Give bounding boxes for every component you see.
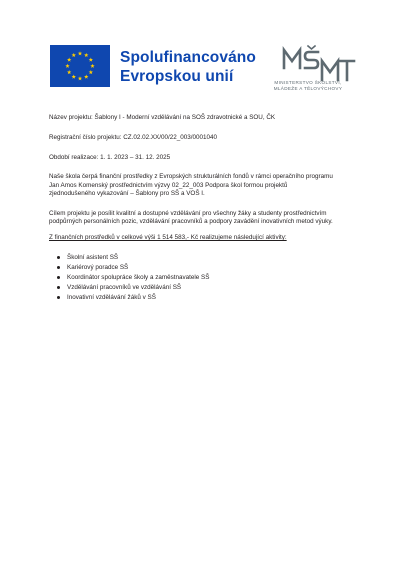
activity-label: Koordinátor spolupráce školy a zaměstnavatele SŠ [67, 273, 210, 281]
project-name: Název projektu: Šablony I - Moderní vzdělávání na SOŠ zdravotnické a SOU, ČK [49, 114, 276, 121]
msmt-logo-icon [278, 44, 358, 84]
project-period: Období realizace: 1. 1. 2023 – 31. 12. 2025 [49, 153, 171, 161]
bullet-icon [57, 276, 60, 279]
project-goal [49, 210, 359, 227]
activity-label: Kariérový poradce SŠ [67, 263, 129, 271]
project-description-line: Jan Amos Komenský prostřednictvím výzvy 02_22_003 Podpora škol formou projektů [49, 181, 288, 189]
bullet-icon [57, 296, 60, 299]
activities-list [57, 253, 367, 303]
list-item [57, 263, 367, 273]
list-item [57, 253, 367, 263]
msmt-caption-line1: MINISTERSTVO ŠKOLSTVÍ, [274, 80, 342, 85]
project-goal-line: podpůrných personálních pozic, vzdělávání pracovníků a podpory zavádění inovativních metod výuky. [49, 218, 333, 226]
eu-logo-line1: Spolufinancováno [120, 49, 256, 66]
list-item [57, 273, 367, 283]
msmt-caption-line2: MLÁDEŽE A TĚLOVÝCHOVY [273, 85, 343, 91]
project-goal-line: Cílem projektu je posílit kvalitní a dostupné vzdělávání pro všechny žáky a studenty prostřednictvím [49, 209, 327, 217]
project-description [49, 173, 359, 198]
bullet-icon [57, 256, 60, 259]
eu-logo-line2: Evropskou unií [120, 68, 234, 85]
bullet-icon [57, 286, 60, 289]
list-item [57, 293, 367, 303]
eu-cofinanced-logo-text [120, 48, 256, 86]
bullet-icon [57, 266, 60, 269]
funding-statement: Z finančních prostředků v celkové výši 1 514 583,- Kč realizujeme následující aktivity: [49, 234, 287, 242]
activity-label: Vzdělávání pracovníků ve vzdělávání SŠ [67, 283, 182, 291]
eu-flag-icon [50, 45, 110, 87]
project-info [49, 114, 359, 303]
activity-label: Školní asistent SŠ [67, 253, 119, 261]
list-item [57, 283, 367, 293]
activity-label: Inovativní vzdělávání žáků v SŠ [67, 293, 156, 301]
project-registration-number: Registrační číslo projektu: CZ.02.02.XX/00/22_003/0001040 [49, 133, 218, 141]
msmt-caption [258, 80, 358, 91]
project-description-line: Naše škola čerpá finanční prostředky z Evropských strukturálních fondů v rámci operačního programu [49, 173, 333, 181]
project-description-line: zjednodušeného vykazování – Šablony pro SŠ a VOŠ I. [49, 189, 205, 197]
